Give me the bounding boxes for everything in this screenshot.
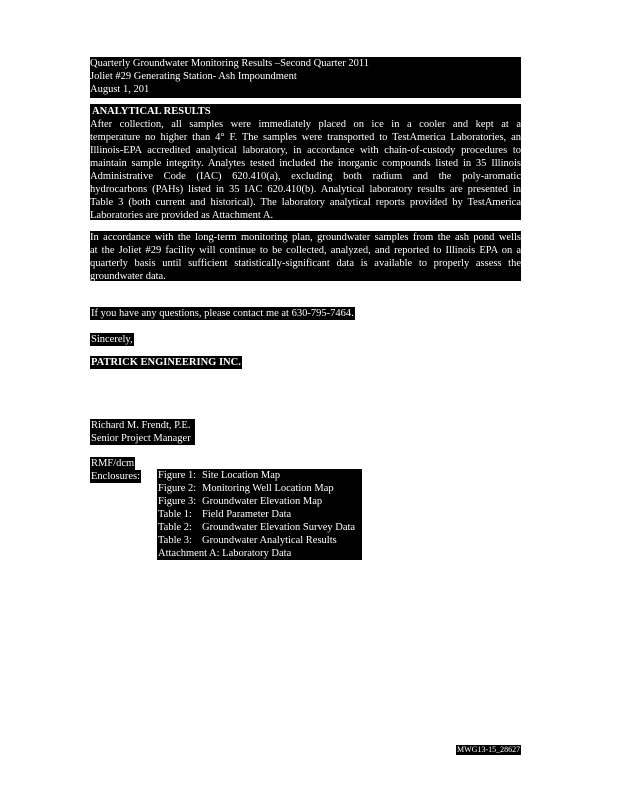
enclosure-key: Figure 1: <box>158 470 197 481</box>
enclosure-text: Site Location Map <box>202 470 281 481</box>
header-subtitle: Joliet #29 Generating Station- Ash Impoundment <box>90 71 297 82</box>
header-title: Quarterly Groundwater Monitoring Results –Second Quarter 2011 <box>90 58 369 69</box>
paragraph-line: After collection, all samples were immediately placed on ice in a cooler and kept at a <box>90 119 521 130</box>
analytical-results-section <box>90 104 521 220</box>
list-item <box>157 495 362 508</box>
document-header <box>90 57 521 98</box>
enclosure-key: Figure 3: <box>158 496 197 507</box>
enclosure-text: Groundwater Analytical Results <box>202 535 337 546</box>
signer-title: Senior Project Manager <box>91 433 191 444</box>
paragraph-line: Table 3 (both current and historical). The laboratory analytical reports provided by TestAmerica <box>90 197 521 208</box>
paragraph-line: hydrocarbons (PAHs) listed in 35 IAC 620.410(b). Analytical laboratory results are presented in <box>90 184 521 195</box>
signer-name: Richard M. Frendt, P.E. <box>91 420 191 431</box>
company-name: PATRICK ENGINEERING INC. <box>91 357 241 368</box>
list-item <box>157 547 362 560</box>
enclosure-key: Table 1: <box>158 509 192 520</box>
paragraph-line: Illinois-EPA accredited analytical laboratory, in accordance with chain-of-custody procedures to <box>90 145 521 156</box>
paragraph-line: Administrative Code (IAC) 620.410(a), excluding both radium and the poly-aromatic <box>90 171 521 182</box>
monitoring-plan-paragraph <box>90 231 521 281</box>
paragraph-line: at the Joliet #29 facility will continue to be collected, analyzed, and reported to Illinois EPA on a <box>90 245 521 256</box>
enclosures-list <box>157 469 362 560</box>
enclosure-text: Monitoring Well Location Map <box>202 483 334 494</box>
enclosure-text: Groundwater Elevation Survey Data <box>202 522 356 533</box>
paragraph-line: temperature no higher than 4° F. The samples were transported to TestAmerica Laboratories, an <box>90 132 521 143</box>
list-item <box>157 469 362 482</box>
closing: Sincerely, <box>91 334 133 345</box>
list-item <box>157 521 362 534</box>
initials: RMF/dcm <box>91 458 135 469</box>
enclosure-key: Attachment A: <box>158 548 220 559</box>
enclosure-text: Groundwater Elevation Map <box>202 496 323 507</box>
paragraph-line: quarterly basis until sufficient statistically-significant data is available to properly assess the <box>90 258 521 269</box>
list-item <box>157 482 362 495</box>
list-item <box>157 534 362 547</box>
enclosure-key: Table 2: <box>158 522 192 533</box>
list-item <box>157 508 362 521</box>
enclosure-text: Field Parameter Data <box>202 509 292 520</box>
enclosure-text: Laboratory Data <box>222 548 292 559</box>
enclosure-key: Table 3: <box>158 535 192 546</box>
header-date: August 1, 201 <box>90 84 150 95</box>
paragraph-line: maintain sample integrity. Analytes tested included the inorganic compounds listed in 35 Illinois <box>90 158 521 169</box>
bates-number: MWG13-15_28627 <box>457 745 521 754</box>
paragraph-line: In accordance with the long-term monitoring plan, groundwater samples from the ash pond wells <box>90 232 521 243</box>
contact-line: If you have any questions, please contact me at 630-795-7464. <box>91 308 354 319</box>
section-heading: ANALYTICAL RESULTS <box>92 106 211 117</box>
enclosures-label: Enclosures: <box>91 471 140 482</box>
signer-block <box>90 419 195 445</box>
paragraph-line: groundwater data. <box>90 271 166 282</box>
enclosure-key: Figure 2: <box>158 483 197 494</box>
paragraph-line: Laboratories are provided as Attachment A. <box>90 210 274 221</box>
